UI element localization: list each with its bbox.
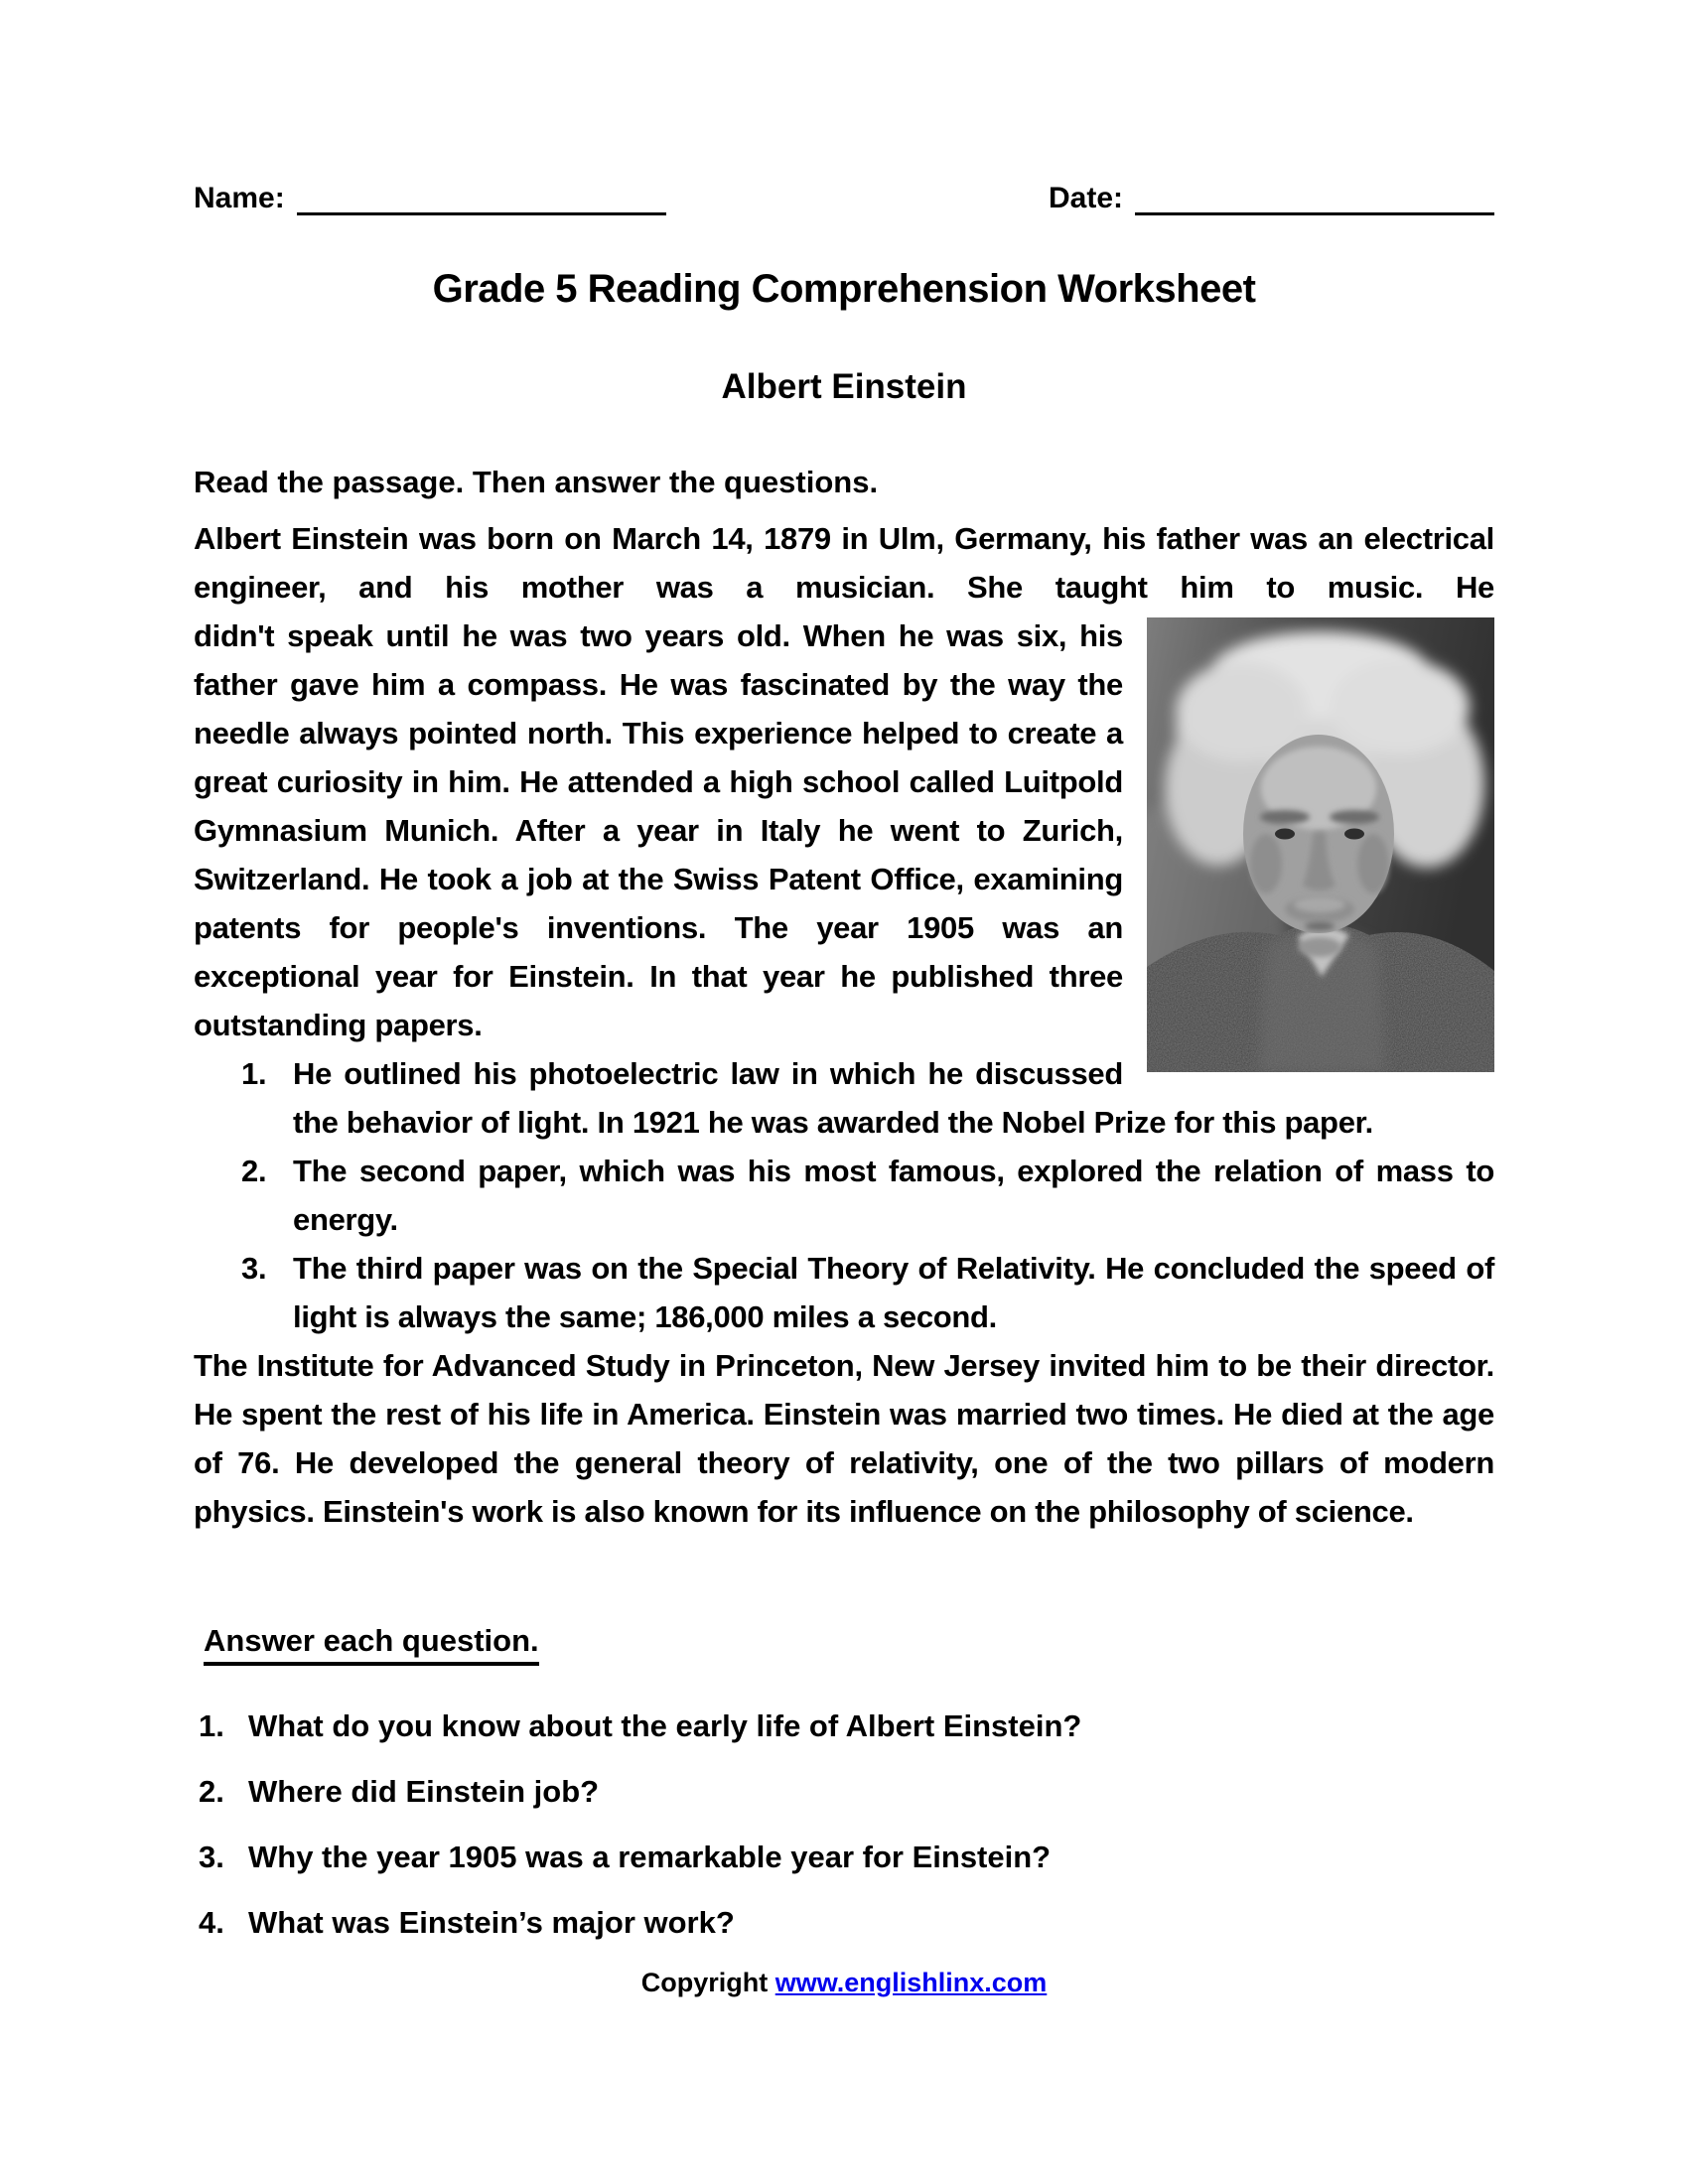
question-item-1-number: 1. <box>199 1708 224 1743</box>
passage-paragraph-2 <box>194 612 1494 1049</box>
question-item-2 <box>194 1771 1494 1813</box>
instruction-text: Read the passage. Then answer the questions. <box>194 465 879 499</box>
date-blank-line <box>1135 184 1494 215</box>
name-blank-line <box>297 184 666 215</box>
paper-item-3 <box>194 1244 1494 1341</box>
question-item-3-text: Why the year 1905 was a remarkable year for Einstein? <box>248 1840 1052 1874</box>
paper-item-2 <box>194 1147 1494 1244</box>
questions-list <box>194 1706 1494 1944</box>
name-label: Name: <box>194 182 285 214</box>
einstein-photo <box>1147 617 1494 1072</box>
question-item-4 <box>194 1902 1494 1944</box>
paper-item-1-text: He outlined his photoelectric law in which he discussed the behavior of light. In 1921 he was awarded the Nobel Prize for this paper. <box>293 1056 1373 1140</box>
date-label: Date: <box>1048 182 1123 214</box>
englishlinx-link[interactable]: www.englishlinx.com <box>774 1968 1048 1997</box>
name-field <box>194 182 666 215</box>
paper-item-1 <box>194 1049 1494 1147</box>
question-item-3 <box>194 1837 1494 1878</box>
question-item-4-text: What was Einstein’s major work? <box>248 1905 735 1940</box>
footer <box>194 1968 1494 1998</box>
copyright-label: Copyright <box>640 1968 769 1997</box>
paper-item-3-number: 3. <box>241 1251 267 1286</box>
date-field <box>1049 182 1494 215</box>
closing-paragraph: The Institute for Advanced Study in Princeton, New Jersey invited him to be their director. He spent the rest of his life in America. Einstein was married two times. He died at the age of 76. He developed the general theory of relativity, one of the two pillars of modern physics. Einstein's work is also known for its influence on the philosophy of science. <box>194 1348 1494 1529</box>
passage <box>194 514 1494 1049</box>
paper-item-1-number: 1. <box>241 1056 267 1091</box>
question-item-1-text: What do you know about the early life of Albert Einstein? <box>248 1708 1082 1743</box>
question-item-3-number: 3. <box>199 1840 224 1874</box>
question-item-2-text: Where did Einstein job? <box>248 1774 600 1809</box>
paper-item-2-number: 2. <box>241 1154 267 1188</box>
page-title: Grade 5 Reading Comprehension Worksheet <box>432 267 1256 311</box>
header-row <box>194 182 1494 215</box>
question-item-2-number: 2. <box>199 1774 224 1809</box>
papers-list <box>194 1049 1494 1341</box>
passage-paragraph-1: Albert Einstein was born on March 14, 1879 in Ulm, Germany, his father was an electrical engineer, and his mother was a musician. She taught him to music. He <box>194 521 1494 605</box>
paper-item-3-text: The third paper was on the Special Theory of Relativity. He concluded the speed of light is always the same; 186,000 miles a second. <box>293 1251 1494 1334</box>
passage-title: Albert Einstein <box>721 367 967 406</box>
passage-paragraph-2-text: didn't speak until he was two years old. When he was six, his father gave him a compass. He was fascinated by the way the needle always pointed north. This experience helped to create a great curiosity in him. He attended a high school called Luitpold Gymnasium Munich. After a year in Italy he went to Zurich, Switzerland. He took a job at the Swiss Patent Office, examining patents for people's inventions. The year 1905 was an exceptional year for Einstein. In that year he published three outstanding papers. <box>194 618 1123 1042</box>
answer-section-heading: Answer each question. <box>204 1623 539 1666</box>
question-item-4-number: 4. <box>199 1905 224 1940</box>
question-item-1 <box>194 1706 1494 1747</box>
paper-item-2-text: The second paper, which was his most famous, explored the relation of mass to energy. <box>293 1154 1494 1237</box>
